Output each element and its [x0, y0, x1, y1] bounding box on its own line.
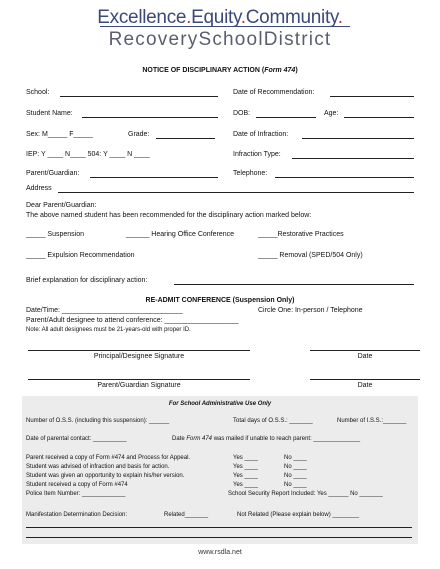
parent-date-label: Date — [357, 382, 373, 389]
action-hearing-office[interactable]: ______ Hearing Office Conference — [126, 231, 235, 238]
parental-contact-field[interactable]: Date of parental contact: __________ — [26, 436, 127, 442]
action-restorative[interactable]: _____Restorative Practices — [258, 231, 344, 238]
infraction-type-label: Infraction Type: — [233, 151, 281, 158]
manifestation-not-related[interactable]: Not Related (Please explain below) ________ — [237, 512, 360, 518]
readmit-datetime[interactable]: Date/Time: _______________________________ — [26, 307, 183, 314]
principal-signature-label: Principal/Designee Signature — [93, 353, 185, 360]
school-field[interactable] — [60, 96, 218, 97]
principal-date-line[interactable] — [310, 350, 420, 351]
telephone-label: Telephone: — [233, 170, 268, 177]
oss-count-field[interactable]: Number of O.S.S. (including this suspension): ______ — [26, 418, 170, 424]
grade-field[interactable] — [156, 138, 215, 139]
age-field[interactable] — [344, 117, 414, 118]
logo-divider — [100, 26, 350, 27]
police-item-number-field[interactable]: Police Item Number: _____________ — [26, 491, 126, 497]
brief-explanation-label: Brief explanation for disciplinary action: — [26, 277, 148, 284]
explanation-line-2[interactable] — [26, 537, 412, 538]
grade-label: Grade: — [128, 131, 150, 138]
readmit-adult-designee[interactable]: Parent/Adult designee to attend conference: ___________________ — [26, 317, 239, 324]
date-recommendation-field[interactable] — [330, 96, 414, 97]
oss-total-days-field[interactable]: Total days of O.S.S.: _______ — [233, 418, 313, 424]
parent-date-line[interactable] — [310, 379, 420, 380]
salutation: Dear Parent/Guardian: — [26, 202, 97, 209]
address-field[interactable] — [58, 192, 414, 193]
footer-url[interactable]: www.rsdla.net — [198, 549, 242, 556]
readmit-note: Note: All adult designees must be 21-years-old with proper ID. — [26, 327, 191, 333]
admin-heading: For School Administrative Use Only — [168, 401, 272, 407]
dob-label: DOB: — [233, 110, 251, 117]
admin-question-3: Student was given an opportunity to explain his/her version. — [26, 473, 185, 479]
letter-body: The above named student has been recommended for the disciplinary action marked below: — [26, 212, 312, 219]
iss-count-field[interactable]: Number of I.S.S.:_______ — [337, 418, 407, 424]
sex-field[interactable]: Sex: M_____ F_____ — [26, 131, 93, 138]
q3-yes[interactable]: Yes ____ — [233, 473, 258, 479]
logo-line-1: Excellence.Equity.Community. — [97, 7, 343, 28]
date-recommendation-label: Date of Recommendation: — [233, 89, 315, 96]
q3-no[interactable]: No ____ — [284, 473, 307, 479]
brief-explanation-field[interactable] — [174, 284, 414, 285]
admin-question-2: Student was advised of infraction and basis for action. — [26, 464, 170, 470]
form-mailed-field[interactable]: Date Form 474 was mailed if unable to reach parent: ______________ — [172, 436, 361, 442]
principal-date-label: Date — [357, 353, 373, 360]
security-report-field[interactable]: School Security Report Included: Yes ______ No _______ — [228, 491, 383, 497]
readmit-heading: RE-ADMIT CONFERENCE (Suspension Only) — [145, 297, 295, 304]
parent-signature-label: Parent/Guardian Signature — [97, 382, 181, 389]
date-infraction-field[interactable] — [302, 138, 414, 139]
logo-line-2: RecoverySchoolDistrict — [108, 29, 332, 50]
q2-yes[interactable]: Yes ____ — [233, 464, 258, 470]
action-suspension[interactable]: _____ Suspension — [26, 231, 84, 238]
parent-guardian-field[interactable] — [90, 177, 218, 178]
q4-no[interactable]: No ____ — [284, 482, 307, 488]
admin-question-1: Parent received a copy of Form #474 and Process for Appeal. — [26, 455, 191, 461]
school-label: School: — [26, 89, 50, 96]
infraction-type-field[interactable] — [292, 158, 414, 159]
q2-no[interactable]: No ____ — [284, 464, 307, 470]
form-title: NOTICE OF DISCIPLINARY ACTION (Form 474) — [142, 67, 298, 74]
age-label: Age: — [324, 110, 339, 117]
manifestation-related[interactable]: Related_______ — [164, 512, 209, 518]
parent-guardian-label: Parent/Guardian: — [26, 170, 80, 177]
q1-no[interactable]: No ____ — [284, 455, 307, 461]
action-expulsion[interactable]: _____ Expulsion Recommendation — [26, 252, 135, 259]
principal-signature-line[interactable] — [28, 350, 250, 351]
dob-field[interactable] — [256, 117, 316, 118]
readmit-circle-one[interactable]: Circle One: In-person / Telephone — [258, 307, 363, 314]
q1-yes[interactable]: Yes ____ — [233, 455, 258, 461]
manifestation-label: Manifestation Determination Decision: — [26, 512, 128, 518]
address-label: Address — [26, 185, 52, 192]
action-removal[interactable]: _____ Removal (SPED/504 Only) — [258, 252, 363, 259]
parent-signature-line[interactable] — [28, 379, 250, 380]
student-name-field[interactable] — [82, 117, 218, 118]
student-name-label: Student Name: — [26, 110, 73, 117]
telephone-field[interactable] — [275, 177, 414, 178]
explanation-line-1[interactable] — [26, 527, 412, 528]
admin-question-4: Student received a copy of Form #474 — [26, 482, 128, 488]
date-infraction-label: Date of Infraction: — [233, 131, 289, 138]
iep-504-field[interactable]: IEP: Y ____ N____ 504: Y ____ N ____ — [26, 151, 150, 158]
q4-yes[interactable]: Yes ____ — [233, 482, 258, 488]
